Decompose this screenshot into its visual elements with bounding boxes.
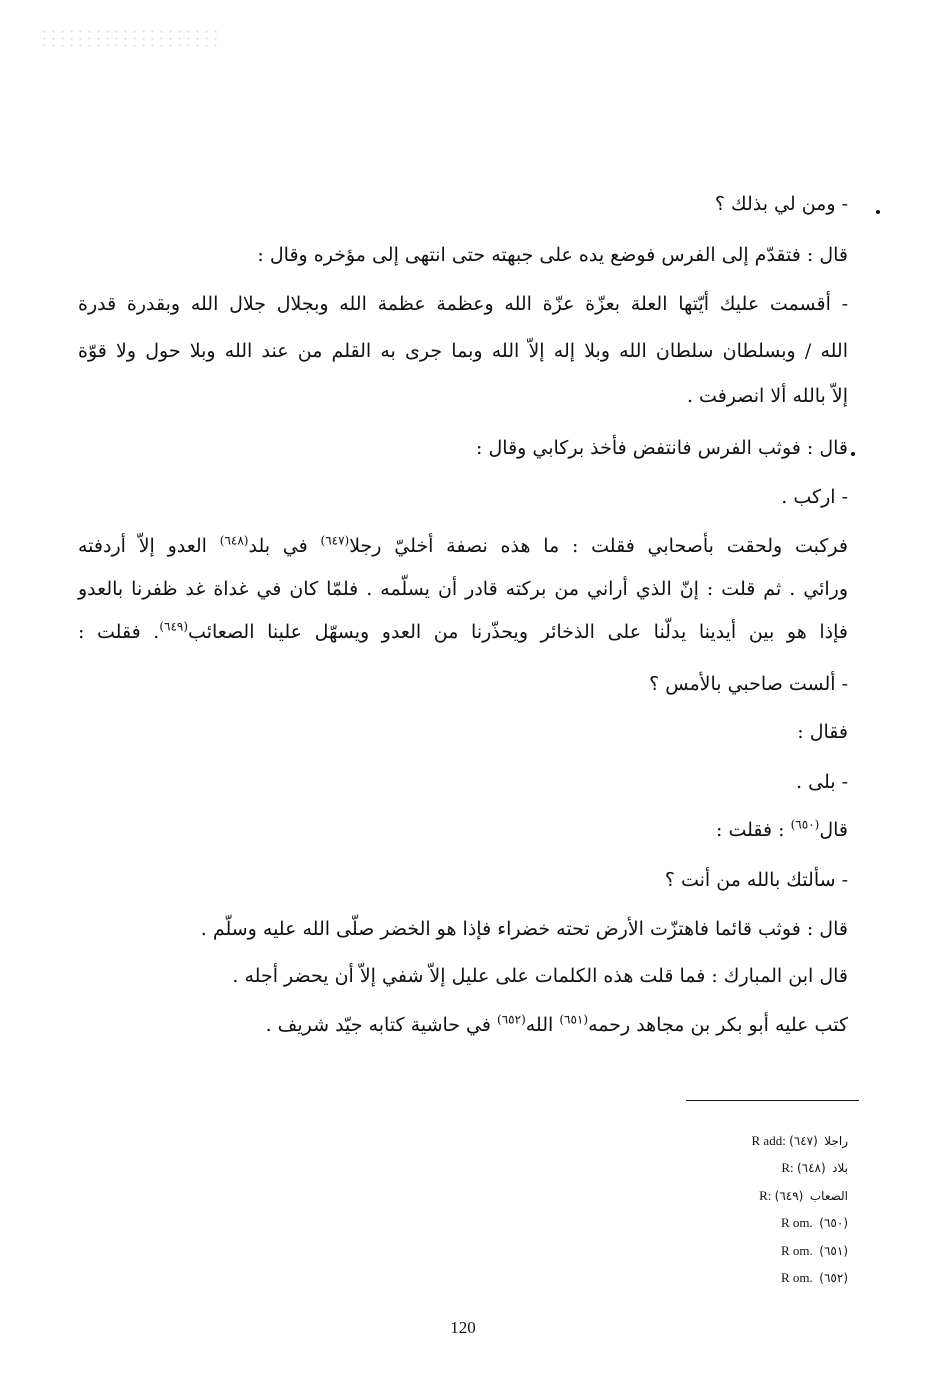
text-line: - ومن لي بذلك ؟ xyxy=(714,193,848,215)
text-span: في بلد xyxy=(248,535,321,557)
text-span: في حاشية كتابه جيّد شريف . xyxy=(265,1014,498,1036)
text-line: - بلى . xyxy=(796,771,848,793)
footnote-number: (٦٥٠) xyxy=(819,1216,848,1230)
footnote xyxy=(781,1214,848,1232)
text-line: ورائي . ثم قلت : إنّ الذي أراني من بركته قادر أن يسلّمه . فلمّا كان في غداة غد ظفرنا بالعدو xyxy=(78,578,848,600)
text-span: قال xyxy=(819,819,848,841)
text-span: العدو إلاّ أردفته xyxy=(78,535,220,557)
footnote-text: R add: xyxy=(751,1133,790,1148)
footnote-text: R om. xyxy=(780,1270,813,1285)
text-line: - اركب . xyxy=(781,486,848,508)
text-line: - سألتك بالله من أنت ؟ xyxy=(664,869,848,891)
footnote xyxy=(781,1242,848,1260)
footnote-divider xyxy=(686,1100,859,1101)
text-span: : فقلت : xyxy=(716,819,791,841)
text-line: - أقسمت عليك أيّتها العلة بعزّة عزّة الله وعظمة عظمة الله وبجلال جلال الله وبقدرة قدرة xyxy=(78,293,848,315)
text-line: قال : فوثب قائما فاهتزّت الأرض تحته خضراء فإذا هو الخضر صلّى الله عليه وسلّم . xyxy=(200,918,848,940)
text-span: كتب عليه أبو بكر بن مجاهد رحمه xyxy=(588,1014,848,1036)
footnote xyxy=(752,1132,849,1150)
footnote-number: (٦٥٢) xyxy=(819,1271,848,1285)
footnote-text: R om. xyxy=(780,1243,813,1258)
footnote-number: (٦٤٩) xyxy=(774,1189,804,1203)
scan-noise xyxy=(40,28,220,50)
footnote-number: (٦٤٧) xyxy=(789,1134,818,1148)
footnote-ref: (٦٥١) xyxy=(559,1012,589,1027)
page-number: 120 xyxy=(450,1318,476,1337)
text-line: - ألست صاحبي بالأمس ؟ xyxy=(649,673,848,695)
footnote xyxy=(781,1159,848,1177)
text-span: فركبت ولحقت بأصحابي فقلت : ما هذه نصفة أخليّ رجلا xyxy=(349,535,848,557)
text-line xyxy=(266,1011,848,1039)
footnote-text: R: xyxy=(781,1160,797,1175)
text-line: قال ابن المبارك : فما قلت هذه الكلمات على عليل إلاّ شفي إلاّ أن يحضر أجله . xyxy=(232,965,848,987)
footnote-ref: (٦٤٨) xyxy=(219,533,249,548)
text-line: الله / وبسلطان سلطان الله وبلا إله إلاّ الله وبما جرى به القلم من عند الله وبلا حول ولا قوّة xyxy=(78,340,848,362)
footnote-text: R om. xyxy=(780,1215,813,1230)
text-line: إلاّ بالله ألا انصرفت . xyxy=(686,385,848,407)
footnote-ref: (٦٤٧) xyxy=(320,533,350,548)
text-line xyxy=(78,618,848,646)
footnote-ref: (٦٥٠) xyxy=(790,817,820,832)
text-line xyxy=(716,816,848,844)
footnote-ref: (٦٥٢) xyxy=(497,1012,526,1027)
margin-bullet xyxy=(876,210,880,214)
footnote-number: (٦٤٨) xyxy=(796,1161,826,1175)
footnote xyxy=(781,1269,848,1287)
footnote-text: R: xyxy=(759,1188,775,1203)
text-span: . فقلت : xyxy=(78,621,160,643)
footnote-arabic: الصعاب xyxy=(809,1189,848,1203)
text-line: قال : فوثب الفرس فانتفض فأخذ بركابي وقال : xyxy=(476,437,848,459)
text-line: فقال : xyxy=(797,721,848,743)
text-line: قال : فتقدّم إلى الفرس فوضع يده على جبهته حتى انتهى إلى مؤخره وقال : xyxy=(257,244,848,266)
text-span: الله xyxy=(525,1014,560,1036)
footnote-arabic: بلاد xyxy=(832,1161,848,1175)
text-span: فإذا هو بين أيدينا يدلّنا على الذخائر ويحذّرنا من العدو ويسهّل علينا الصعائب xyxy=(188,621,848,643)
footnote-arabic: راجلا xyxy=(824,1134,848,1148)
margin-bullet xyxy=(851,452,855,456)
text-line xyxy=(78,532,848,560)
footnote-number: (٦٥١) xyxy=(819,1244,848,1258)
footnote-ref: (٦٤٩) xyxy=(159,619,189,634)
footnote xyxy=(759,1187,848,1205)
